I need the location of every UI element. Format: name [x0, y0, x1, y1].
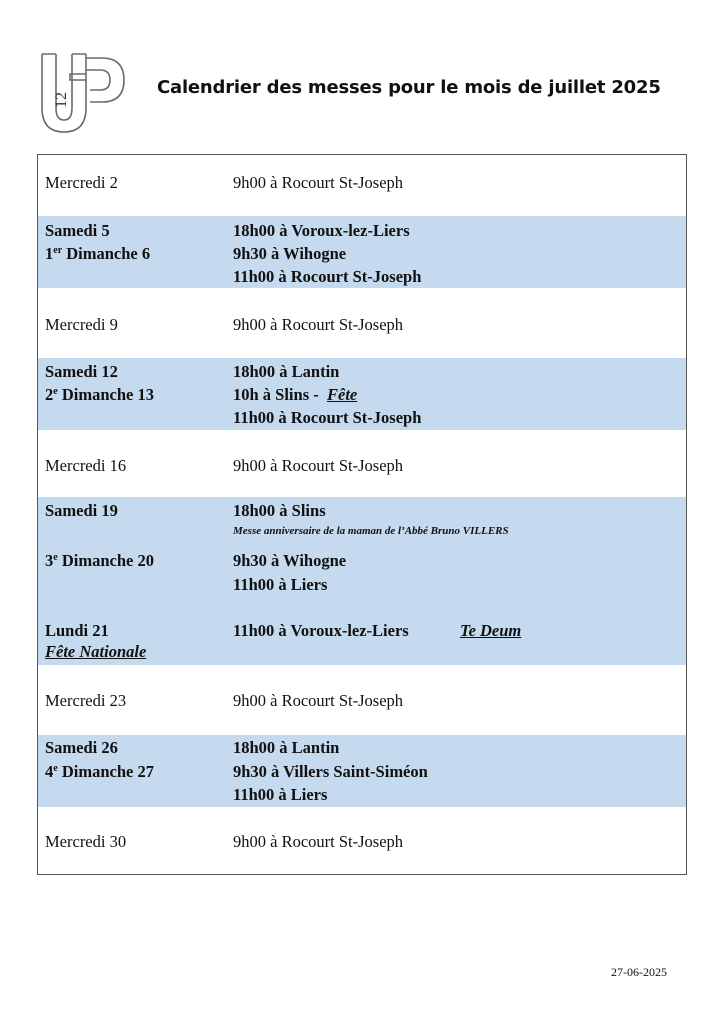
day-label: Mercredi 2: [45, 173, 118, 192]
mass-time-place: 18h00 à Slins: [233, 501, 326, 520]
day-label-sunday: 4e Dimanche 27: [45, 762, 154, 781]
day-label: Samedi 19: [45, 501, 118, 520]
day-label: Mercredi 23: [45, 691, 127, 710]
logo-text: 12: [53, 92, 70, 108]
mass-time-place: 9h00 à Rocourt St-Joseph: [233, 315, 404, 334]
mass-time-place: 18h00 à Voroux-lez-Liers: [233, 221, 410, 240]
mass-time-place: 9h30 à Villers Saint-Siméon: [233, 762, 428, 781]
mass-time-place: 9h00 à Rocourt St-Joseph: [233, 691, 404, 710]
mass-note: Messe anniversaire de la maman de l’Abbé Bruno VILLERS: [233, 525, 509, 537]
mass-time-place: 11h00 à Liers: [233, 785, 328, 804]
day-label: Lundi 21: [45, 621, 109, 640]
mass-time-place: 11h00 à Voroux-lez-Liers: [233, 621, 409, 640]
day-label: Mercredi 16: [45, 456, 127, 475]
mass-time-place: 9h00 à Rocourt St-Joseph: [233, 456, 404, 475]
day-label: Mercredi 30: [45, 832, 127, 851]
mass-time-place: 9h30 à Wihogne: [233, 551, 347, 570]
mass-schedule-table: [37, 154, 687, 875]
mass-time-place: 18h00 à Lantin: [233, 738, 340, 757]
mass-time-place: 9h30 à Wihogne: [233, 244, 347, 263]
te-deum-note: Te Deum: [460, 621, 522, 640]
day-label: Mercredi 9: [45, 315, 118, 334]
holiday-label: Fête Nationale: [45, 642, 147, 661]
mass-time-place: 11h00 à Liers: [233, 575, 328, 594]
up12-logo: [38, 50, 128, 136]
mass-time-place: 10h à Slins - Fête: [233, 385, 358, 404]
day-label-sunday: 1er Dimanche 6: [45, 244, 151, 263]
up12-logo-icon: [38, 50, 128, 136]
day-label: Samedi 26: [45, 738, 118, 757]
mass-time-place: 9h00 à Rocourt St-Joseph: [233, 832, 404, 851]
mass-time-place: 11h00 à Rocourt St-Joseph: [233, 408, 422, 427]
mass-time-place: 9h00 à Rocourt St-Joseph: [233, 173, 404, 192]
document-date: 27-06-2025: [611, 965, 667, 979]
mass-time-place: 18h00 à Lantin: [233, 362, 340, 381]
day-label: Samedi 5: [45, 221, 110, 240]
page-title: Calendrier des messes pour le mois de juillet 2025: [157, 77, 661, 98]
day-label: Samedi 12: [45, 362, 118, 381]
day-label-sunday: 2e Dimanche 13: [45, 385, 154, 404]
day-label-sunday: 3e Dimanche 20: [45, 551, 154, 570]
mass-time-place: 11h00 à Rocourt St-Joseph: [233, 267, 422, 286]
feast-note: Fête: [327, 385, 358, 404]
